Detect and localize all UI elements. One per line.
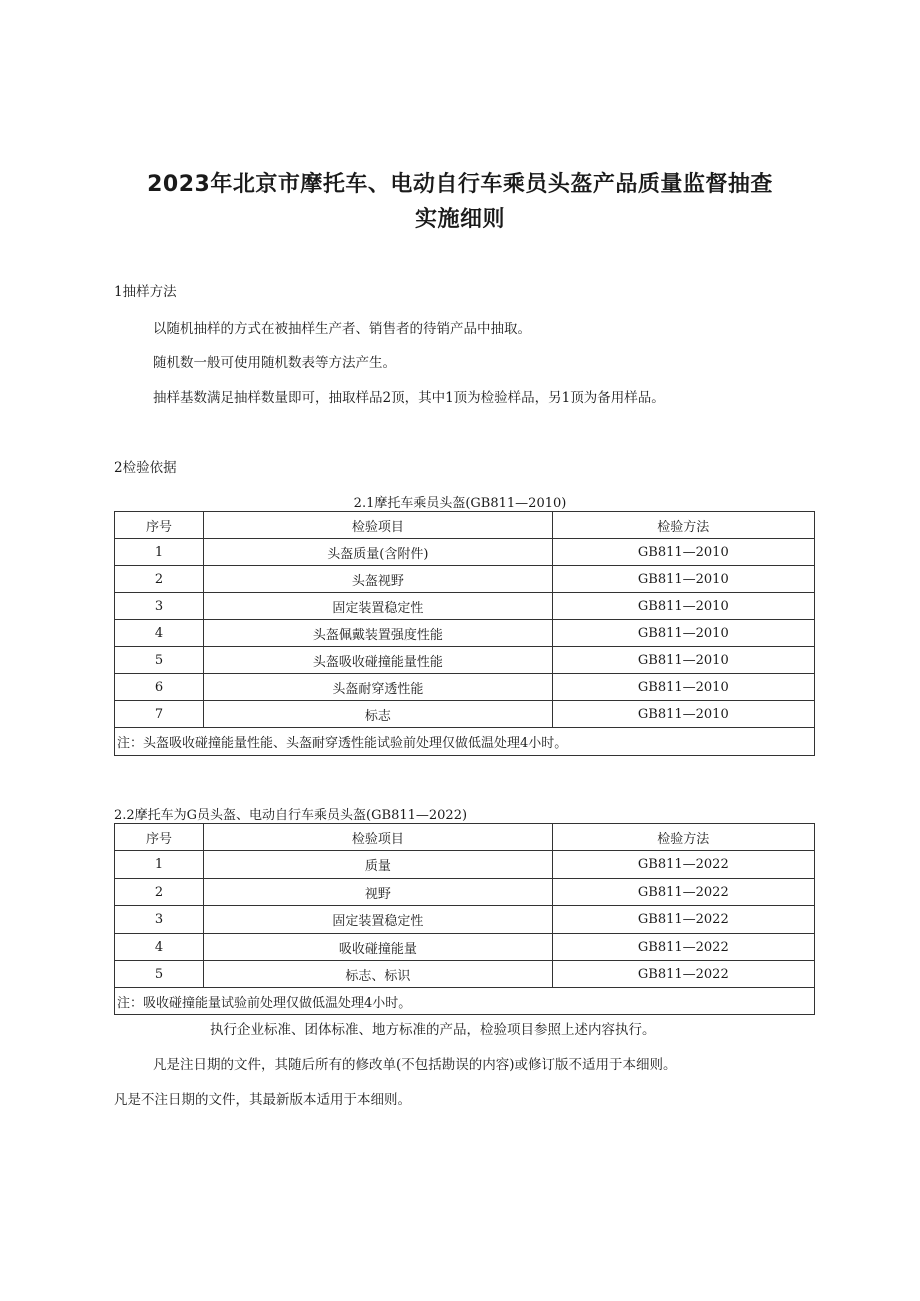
cell-index: 4 [115,620,204,647]
table-header-row [115,824,815,851]
header-cell-item: 检验项目 [204,824,552,851]
section-2-heading: 2检验依据 [114,460,177,476]
cell-method: GB811—2022 [552,934,814,961]
cell-item: 头盔佩戴装置强度性能 [204,620,552,647]
header-cell-index: 序号 [115,824,204,851]
header-cell-item: 检验项目 [204,512,552,539]
cell-index: 1 [115,851,204,879]
cell-method: GB811—2022 [552,961,814,988]
cell-method: GB811—2010 [552,674,814,701]
table-note-row [115,728,815,756]
table-row [115,851,815,879]
cell-index: 2 [115,566,204,593]
after-table-paragraph-3: 凡是不注日期的文件，其最新版本适用于本细则。 [114,1092,411,1108]
cell-item: 质量 [204,851,552,879]
cell-method: GB811—2010 [552,620,814,647]
table-header-row [115,512,815,539]
section-1-heading: 1抽样方法 [114,284,177,300]
cell-index: 3 [115,593,204,620]
cell-item: 头盔视野 [204,566,552,593]
cell-method: GB811—2010 [552,647,814,674]
cell-method: GB811—2010 [552,593,814,620]
cell-item: 视野 [204,879,552,906]
table-row [115,593,815,620]
inspection-table-2010 [114,511,815,756]
cell-method: GB811—2010 [552,701,814,728]
table-row [115,961,815,988]
table-row [115,674,815,701]
cell-index: 3 [115,906,204,934]
table-row [115,620,815,647]
cell-item: 头盔质量(含附件) [204,539,552,566]
table-2-caption: 2.2摩托车为G员头盔、电动自行车乘员头盔(GB811—2022) [114,808,468,823]
table-row [115,701,815,728]
after-table-paragraph-1: 执行企业标准、团体标准、地方标准的产品，检验项目参照上述内容执行。 [210,1022,656,1038]
table-row [115,647,815,674]
cell-item: 标志 [204,701,552,728]
table-row [115,566,815,593]
cell-index: 4 [115,934,204,961]
cell-index: 1 [115,539,204,566]
cell-item: 固定装置稳定性 [204,906,552,934]
cell-item: 头盔耐穿透性能 [204,674,552,701]
cell-method: GB811—2022 [552,906,814,934]
table-1-caption: 2.1摩托车乘员头盔(GB811—2010) [353,496,567,511]
header-cell-index: 序号 [115,512,204,539]
cell-item: 吸收碰撞能量 [204,934,552,961]
section-1-paragraph-3: 抽样基数满足抽样数量即可，抽取样品2顶，其中1顶为检验样品，另1顶为备用样品。 [153,390,665,406]
cell-index: 2 [115,879,204,906]
header-cell-method: 检验方法 [552,512,814,539]
section-1-paragraph-1: 以随机抽样的方式在被抽样生产者、销售者的待销产品中抽取。 [153,321,531,337]
document-title-line-2: 实施细则 [414,207,505,232]
cell-index: 5 [115,961,204,988]
cell-method: GB811—2010 [552,539,814,566]
cell-index: 5 [115,647,204,674]
inspection-table-2022 [114,823,815,1015]
cell-method: GB811—2022 [552,851,814,879]
header-cell-method: 检验方法 [552,824,814,851]
table-row [115,879,815,906]
table-note: 注：头盔吸收碰撞能量性能、头盔耐穿透性能试验前处理仅做低温处理4小时。 [115,728,815,756]
cell-item: 标志、标识 [204,961,552,988]
cell-method: GB811—2010 [552,566,814,593]
cell-method: GB811—2022 [552,879,814,906]
document-title-line-1: 2023年北京市摩托车、电动自行车乘员头盔产品质量监督抽查 [147,172,773,197]
section-1-paragraph-2: 随机数一般可使用随机数表等方法产生。 [153,355,396,371]
cell-item: 头盔吸收碰撞能量性能 [204,647,552,674]
cell-item: 固定装置稳定性 [204,593,552,620]
table-note-row [115,988,815,1015]
table-row [115,539,815,566]
table-row [115,934,815,961]
cell-index: 6 [115,674,204,701]
cell-index: 7 [115,701,204,728]
table-row [115,906,815,934]
table-note: 注：吸收碰撞能量试验前处理仅做低温处理4小时。 [115,988,815,1015]
after-table-paragraph-2: 凡是注日期的文件，其随后所有的修改单(不包括勘误的内容)或修订版不适用于本细则。 [153,1057,677,1073]
